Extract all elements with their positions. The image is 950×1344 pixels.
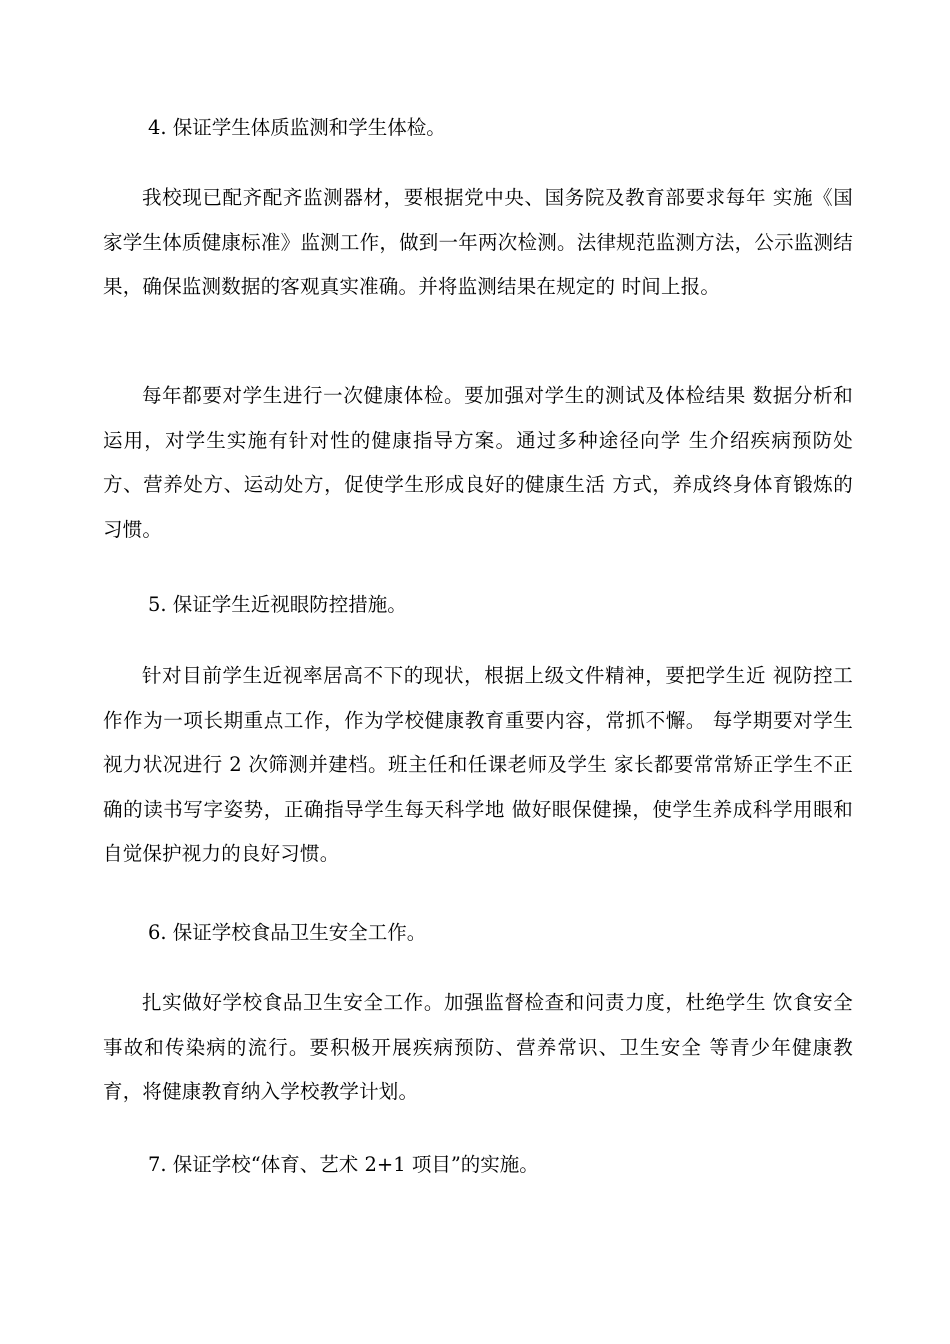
section-heading-4: 4. 保证学生体质监测和学生体检。: [148, 116, 446, 139]
paragraph-monitoring: 我校现已配齐配齐监测器材，要根据党中央、国务院及教育部要求每年 实施《国家学生体质健康标准》监测工作，做到一年两次检测。法律规范监测方法，公示监测结果，确保监测数据的客观真实准确。并将监测结果在规定的 时间上报。: [103, 186, 853, 298]
paragraph-myopia: 针对目前学生近视率居高不下的现状，根据上级文件精神，要把学生近 视防控工作作为一项长期重点工作，作为学校健康教育重要内容，常抓不懈。 每学期要对学生视力状况进行 2 次筛测并建档。班主任和任课老师及学生 家长都要常常矫正学生不正确的读书写字姿势，正确指导学生每天科学地 做好眼保健操，使学生养成科学用眼和自觉保护视力的良好习惯。: [103, 664, 853, 865]
section-heading-6: 6. 保证学校食品卫生安全工作。: [148, 921, 427, 944]
paragraph-food-safety: 扎实做好学校食品卫生安全工作。加强监督检查和问责力度，杜绝学生 饮食安全事故和传染病的流行。要积极开展疾病预防、营养常识、卫生安全 等青少年健康教育，将健康教育纳入学校教学计划。: [103, 991, 853, 1103]
section-heading-5: 5. 保证学生近视眼防控措施。: [148, 593, 407, 616]
section-heading-7: 7. 保证学校“体育、艺术 2+1 项目”的实施。: [148, 1153, 539, 1176]
paragraph-health-exam: 每年都要对学生进行一次健康体检。要加强对学生的测试及体检结果 数据分析和运用，对学生实施有针对性的健康指导方案。通过多种途径向学 生介绍疾病预防处方、营养处方、运动处方，促使学生形成良好的健康生活 方式，养成终身体育锻炼的习惯。: [103, 384, 853, 541]
